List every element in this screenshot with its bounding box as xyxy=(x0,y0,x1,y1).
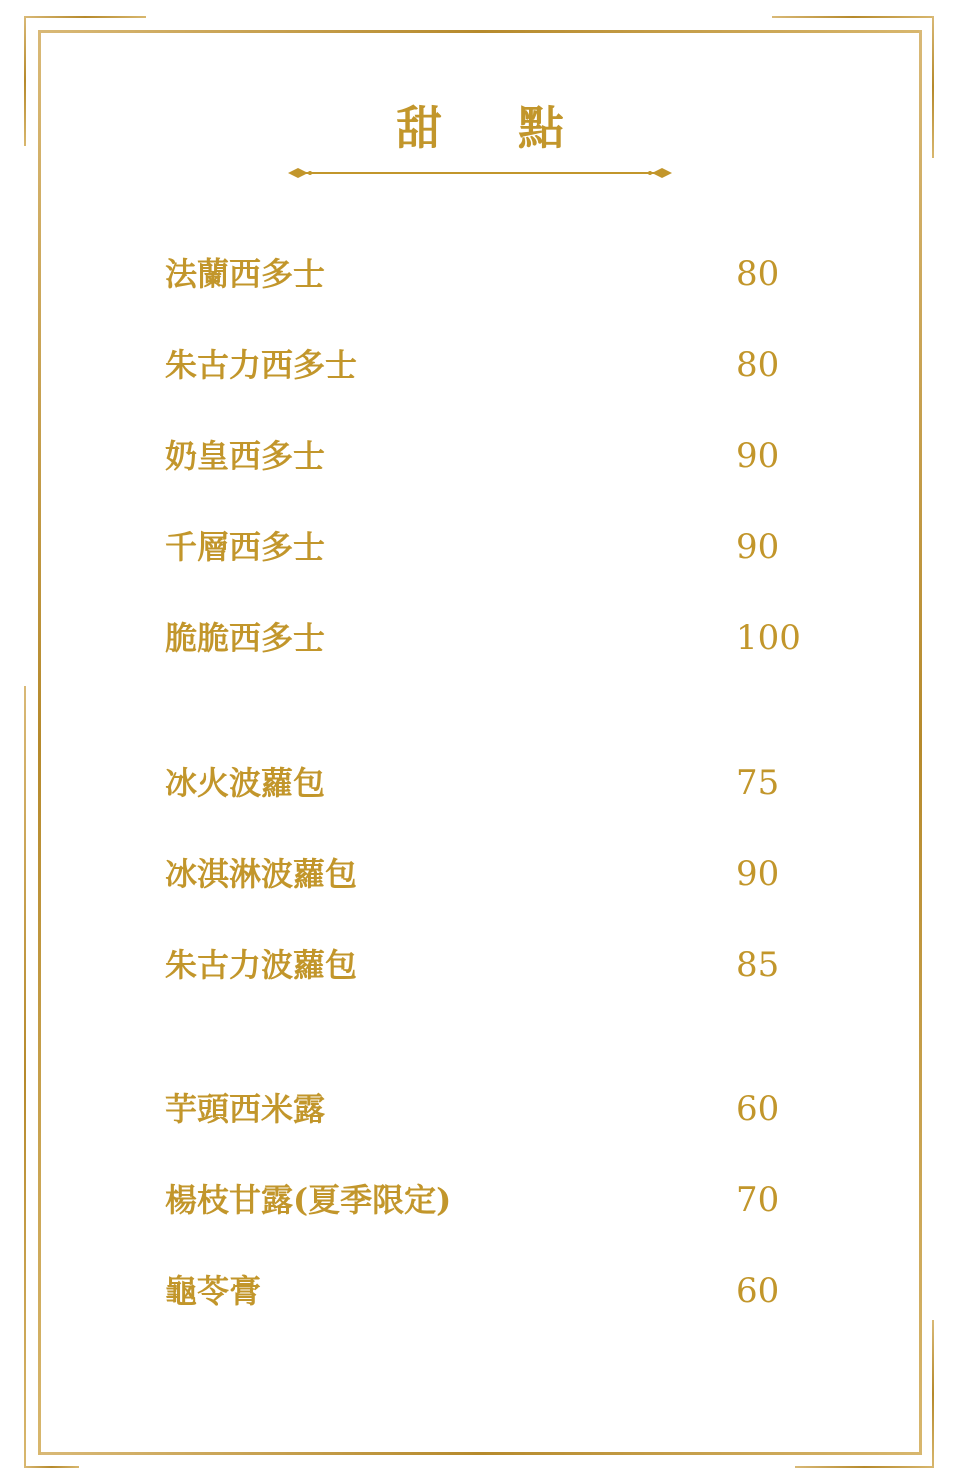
item-name: 法蘭西多士 xyxy=(165,255,326,293)
menu-item xyxy=(165,1178,805,1222)
menu-item xyxy=(165,434,805,478)
frame-top-border xyxy=(38,30,922,33)
item-price: 80 xyxy=(736,254,780,294)
item-price: 85 xyxy=(736,945,780,985)
item-price: 80 xyxy=(736,345,780,385)
item-price: 60 xyxy=(736,1271,780,1311)
frame-right-border xyxy=(919,30,922,1455)
item-name: 冰淇淋波蘿包 xyxy=(165,855,358,893)
menu-item xyxy=(165,525,805,569)
corner-accent-bottom-left xyxy=(24,1466,79,1468)
item-price: 70 xyxy=(736,1180,780,1220)
menu-item xyxy=(165,761,805,805)
item-name: 楊枝甘露(夏季限定) xyxy=(165,1181,452,1219)
corner-accent-top-right xyxy=(772,16,934,18)
frame-bottom-border xyxy=(38,1452,922,1455)
menu-item xyxy=(165,1087,805,1131)
item-name: 脆脆西多士 xyxy=(165,619,326,657)
menu-item xyxy=(165,616,805,660)
title-divider-ornament xyxy=(288,164,672,182)
item-name: 芋頭西米露 xyxy=(165,1090,326,1128)
corner-accent-bottom-left-vertical xyxy=(24,686,26,1466)
menu-item xyxy=(165,852,805,896)
item-price: 90 xyxy=(736,854,780,894)
item-price: 90 xyxy=(736,436,780,476)
menu-item xyxy=(165,943,805,987)
item-price: 75 xyxy=(736,763,780,803)
corner-accent-bottom-right-vertical xyxy=(932,1320,934,1468)
corner-accent-bottom-right xyxy=(795,1466,934,1468)
item-price: 60 xyxy=(736,1089,780,1129)
item-name: 奶皇西多士 xyxy=(165,437,326,475)
item-name: 朱古力波蘿包 xyxy=(165,946,358,984)
frame-left-border xyxy=(38,30,41,1455)
menu-item xyxy=(165,343,805,387)
item-price: 90 xyxy=(736,527,780,567)
item-price: 100 xyxy=(736,618,801,658)
page-title: 甜 點 xyxy=(395,101,594,155)
menu-item xyxy=(165,252,805,296)
item-name: 龜苓膏 xyxy=(165,1272,262,1310)
corner-accent-top-left xyxy=(24,16,146,18)
item-name: 朱古力西多士 xyxy=(165,346,358,384)
item-name: 千層西多士 xyxy=(165,528,326,566)
item-name: 冰火波蘿包 xyxy=(165,764,326,802)
menu-item xyxy=(165,1269,805,1313)
